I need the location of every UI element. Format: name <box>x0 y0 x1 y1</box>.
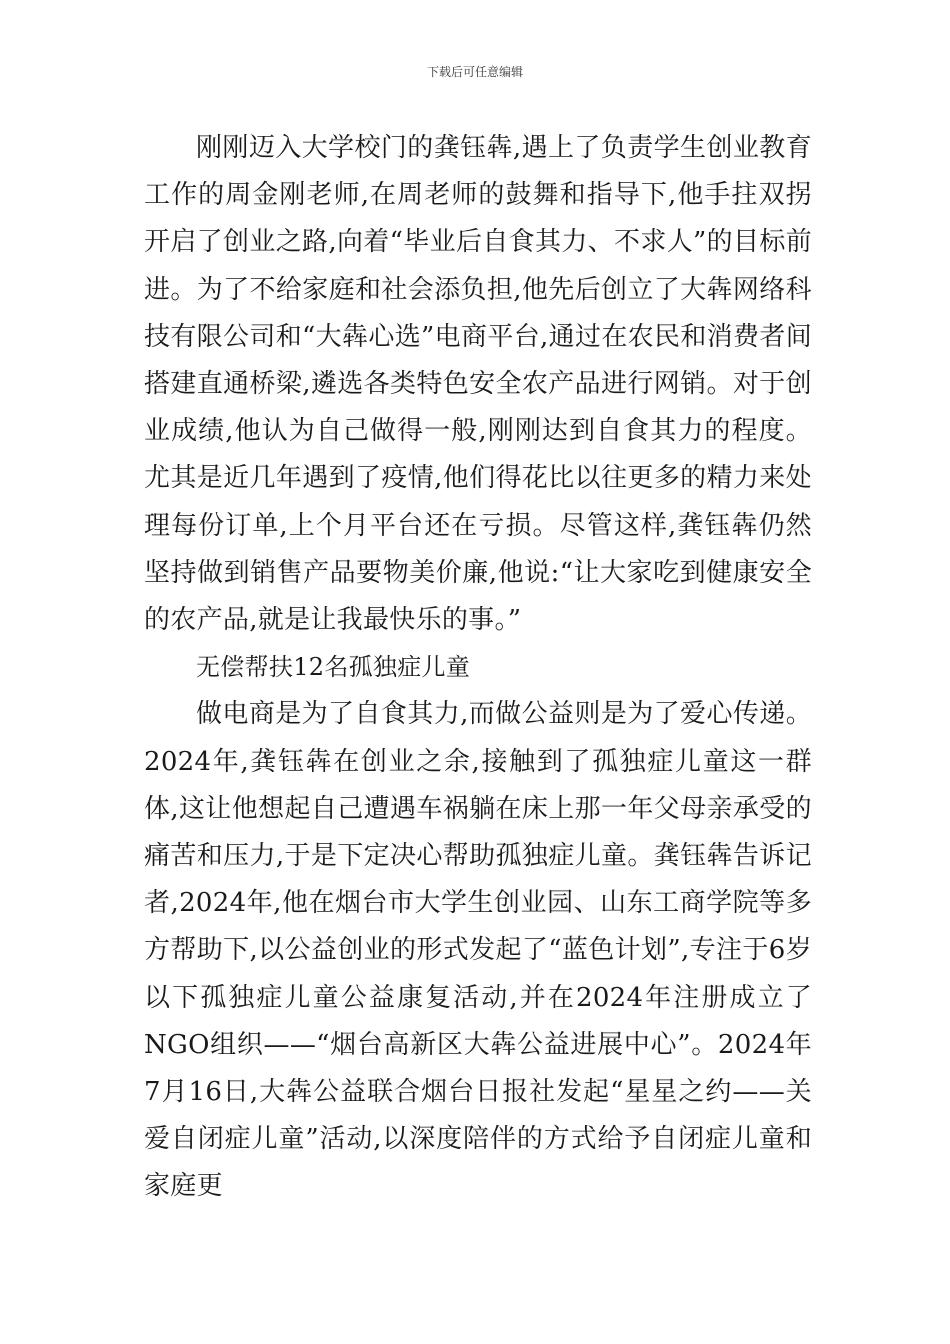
paragraph-charity: 做电商是为了自食其力,而做公益则是为了爱心传递。2024年,龚钰犇在创业之余,接触到了孤独症儿童这一群体,这让他想起自己遭遇车祸躺在床上那一年父母亲承受的痛苦和压力,于是下定决心帮助孤独症儿童。龚钰犇告诉记者,2024年,他在烟台市大学生创业园、山东工商学院等多方帮助下,以公益创业的形式发起了“蓝色计划”,专注于6岁以下孤独症儿童公益康复活动,并在2024年注册成立了NGO组织——“烟台高新区大犇公益进展中心”。2024年7月16日,大犇公益联合烟台日报社发起“星星之约——关爱自闭症儿童”活动,以深度陪伴的方式给予自闭症儿童和家庭更 <box>144 699 812 1202</box>
paragraph-entrepreneurship: 刚刚迈入大学校门的龚钰犇,遇上了负责学生创业教育工作的周金刚老师,在周老师的鼓舞和指导下,他手拄双拐开启了创业之路,向着“毕业后自食其力、不求人”的目标前进。为了不给家庭和社会添负担,他先后创立了大犇网络科技有限公司和“大犇心选”电商平台,通过在农民和消费者间搭建直通桥梁,遴选各类特色安全农产品进行网销。对于创业成绩,他认为自己做得一般,刚刚达到自食其力的程度。尤其是近几年遇到了疫情,他们得花比以往更多的精力来处理每份订单,上个月平台还在亏损。尽管这样,龚钰犇仍然坚持做到销售产品要物美价廉,他说:“让大家吃到健康安全的农产品,就是让我最快乐的事。” <box>144 133 812 636</box>
document-body <box>144 125 812 1211</box>
page-header-note: 下载后可任意编辑 <box>426 65 523 79</box>
section-heading: 无偿帮扶12名孤独症儿童 <box>196 653 471 682</box>
